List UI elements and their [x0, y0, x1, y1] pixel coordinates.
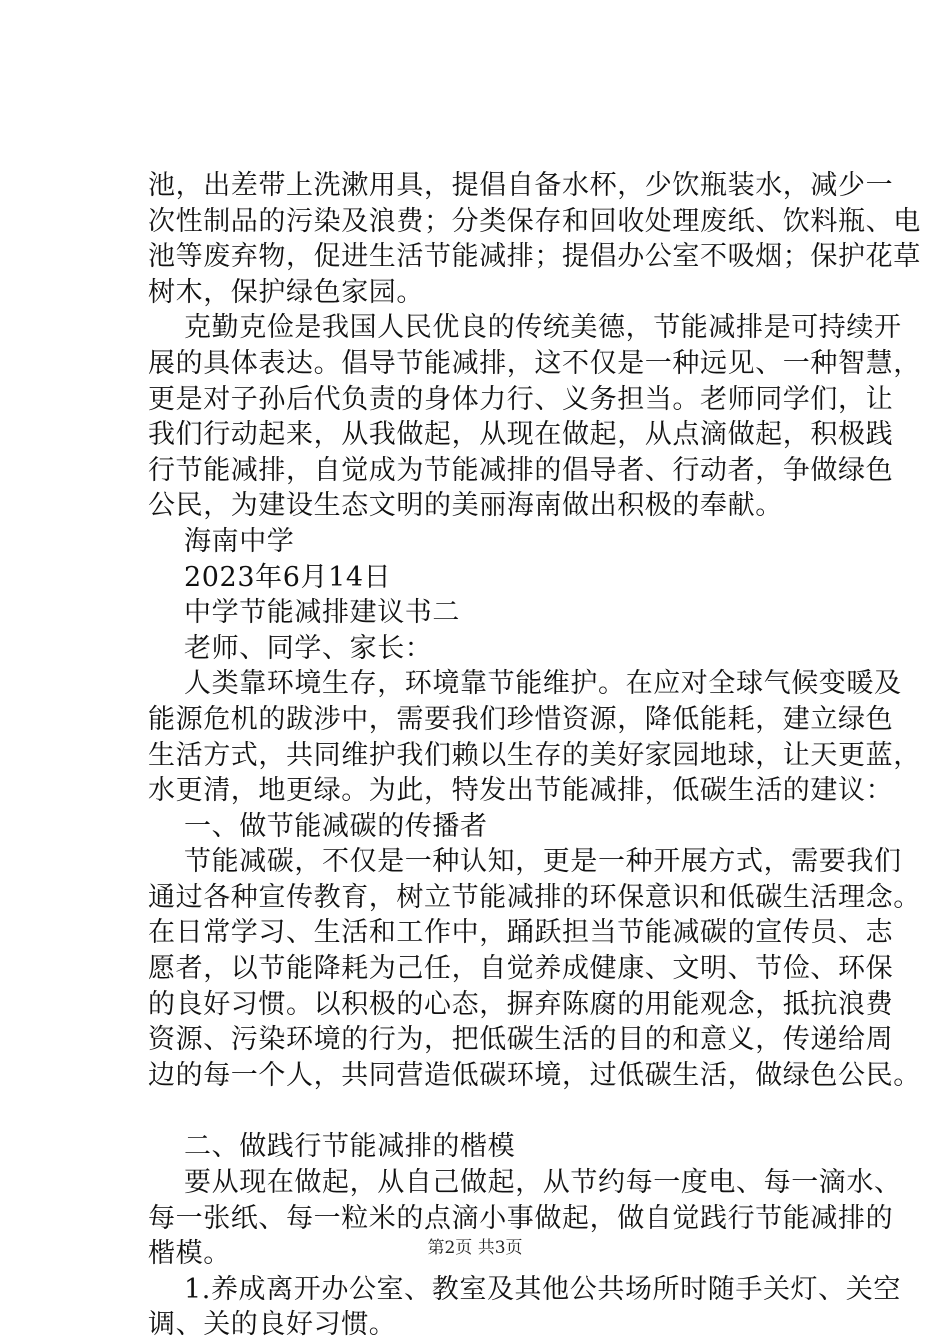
page-number: 第2页 共3页: [427, 1238, 523, 1258]
paragraph-line: 行节能减排，自觉成为节能减排的倡导者、行动者，争做绿色: [148, 454, 894, 486]
paragraph-line: 在日常学习、生活和工作中，踊跃担当节能减碳的宣传员、志: [148, 917, 894, 949]
salutation: 老师、同学、家长：: [184, 632, 433, 664]
paragraph-line: 生活方式，共同维护我们赖以生存的美好家园地球，让天更蓝，: [148, 739, 921, 771]
heading-one: 一、做节能减碳的传播者: [184, 810, 488, 842]
paragraph-line: 调、关的良好习惯。: [148, 1309, 397, 1341]
paragraph-line: 的良好习惯。以积极的心态，摒弃陈腐的用能观念，抵抗浪费: [148, 988, 894, 1020]
list-item: 1.养成离开办公室、教室及其他公共场所时随手关灯、关空: [184, 1273, 901, 1305]
paragraph-line: 人类靠环境生存，环境靠节能维护。在应对全球气候变暖及: [184, 668, 902, 700]
paragraph-line: 节能减碳，不仅是一种认知，更是一种开展方式，需要我们: [184, 846, 902, 878]
paragraph-gap: [148, 1093, 828, 1129]
paragraph-line: 克勤克俭是我国人民优良的传统美德，节能减排是可持续开: [184, 312, 902, 344]
paragraph-line: 每一张纸、每一粒米的点滴小事做起，做自觉践行节能减排的: [148, 1202, 894, 1234]
paragraph-line: 楷模。: [148, 1238, 231, 1270]
paragraph-line: 次性制品的污染及浪费；分类保存和回收处理废纸、饮料瓶、电: [148, 205, 921, 237]
signature-school: 海南中学: [184, 525, 295, 557]
paragraph-line: 能源危机的跋涉中，需要我们珍惜资源，降低能耗，建立绿色: [148, 703, 894, 735]
paragraph-line: 池，出差带上洗漱用具，提倡自备水杯，少饮瓶装水，减少一: [148, 170, 894, 201]
heading-two: 二、做践行节能减排的楷模: [184, 1131, 516, 1163]
paragraph-line: 通过各种宣传教育，树立节能减排的环保意识和低碳生活理念。: [148, 881, 921, 913]
paragraph-line: 池等废弃物，促进生活节能减排；提倡办公室不吸烟；保护花草: [148, 241, 921, 273]
paragraph-line: 我们行动起来，从我做起，从现在做起，从点滴做起，积极践: [148, 419, 894, 451]
paragraph-line: 资源、污染环境的行为，把低碳生活的目的和意义，传递给周: [148, 1024, 894, 1056]
paragraph-line: 愿者，以节能降耗为己任，自觉养成健康、文明、节俭、环保: [148, 953, 894, 985]
section-title: 中学节能减排建议书二: [184, 597, 460, 629]
paragraph-line: 展的具体表达。倡导节能减排，这不仅是一种远见、一种智慧，: [148, 347, 921, 379]
paragraph-line: 边的每一个人，共同营造低碳环境，过低碳生活，做绿色公民。: [148, 1059, 921, 1091]
signature-date: 2023年6月14日: [184, 561, 392, 593]
document-body: [148, 168, 921, 1343]
paragraph-line: 公民，为建设生态文明的美丽海南做出积极的奉献。: [148, 490, 783, 522]
paragraph-line: 水更清，地更绿。为此，特发出节能减排，低碳生活的建议：: [148, 775, 894, 807]
paragraph-line: 要从现在做起，从自己做起，从节约每一度电、每一滴水、: [184, 1167, 902, 1199]
paragraph-line: 更是对子孙后代负责的身体力行、义务担当。老师同学们，让: [148, 383, 894, 415]
paragraph-line: 树木，保护绿色家园。: [148, 276, 424, 308]
